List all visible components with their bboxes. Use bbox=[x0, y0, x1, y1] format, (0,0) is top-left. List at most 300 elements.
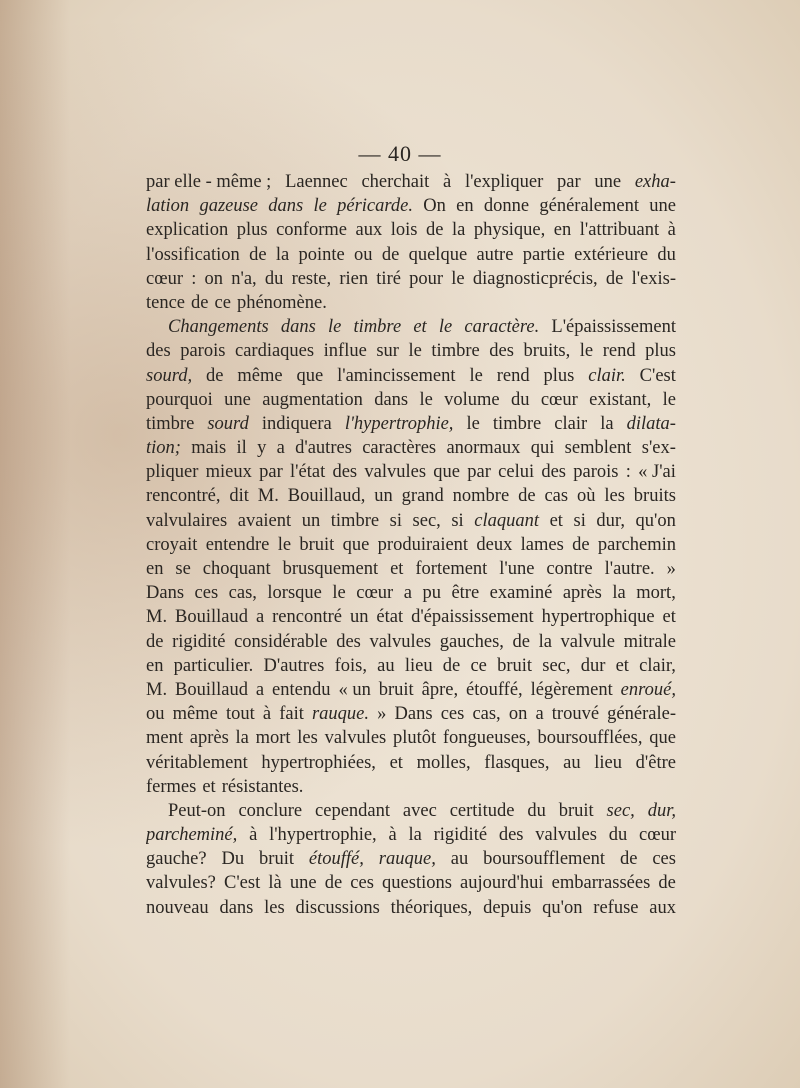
word: M. bbox=[146, 607, 168, 628]
word: semblent bbox=[564, 438, 632, 459]
text-line bbox=[146, 605, 676, 629]
word: a bbox=[535, 704, 544, 725]
word: explication bbox=[146, 220, 229, 241]
word: bruit bbox=[299, 534, 335, 555]
word: qu'on bbox=[542, 897, 583, 918]
word: étouffé, bbox=[465, 679, 523, 700]
word: conclure bbox=[238, 800, 303, 821]
word: entendu bbox=[272, 679, 331, 700]
word: Peut-on bbox=[168, 800, 226, 821]
word: entendre bbox=[205, 534, 270, 555]
word: à bbox=[388, 825, 397, 846]
text-line bbox=[146, 557, 676, 581]
word: de bbox=[658, 873, 676, 894]
word: pour bbox=[409, 268, 444, 289]
word: hypertrophiées, bbox=[261, 752, 376, 773]
word: certitude bbox=[449, 800, 515, 821]
word: au bbox=[563, 752, 581, 773]
word: la bbox=[600, 413, 614, 434]
word: caractères bbox=[362, 438, 437, 459]
word: volume bbox=[444, 389, 500, 410]
word: influe bbox=[323, 341, 367, 362]
text-line bbox=[146, 726, 676, 750]
word: a bbox=[255, 607, 265, 628]
word: flasques, bbox=[484, 752, 550, 773]
word: caractère. bbox=[464, 317, 540, 338]
word: clair, bbox=[639, 655, 676, 676]
word: M. bbox=[146, 679, 168, 700]
word: claquant bbox=[474, 510, 540, 531]
word: péricarde. bbox=[337, 196, 413, 217]
word: refuse bbox=[593, 897, 639, 918]
word: rigidité bbox=[172, 631, 226, 652]
word: cœur bbox=[356, 583, 394, 604]
text-line bbox=[146, 509, 676, 533]
word: : bbox=[191, 268, 197, 289]
word: conforme bbox=[276, 220, 347, 241]
word: l'une bbox=[499, 559, 535, 579]
word: pu bbox=[422, 583, 441, 604]
word: et bbox=[389, 752, 403, 773]
word: sur bbox=[376, 341, 399, 362]
text-line bbox=[146, 243, 676, 267]
word: une bbox=[649, 196, 676, 217]
word: sourd, bbox=[146, 365, 193, 386]
word: y bbox=[257, 438, 267, 459]
word: de bbox=[146, 631, 164, 652]
word: rauque, bbox=[378, 849, 436, 870]
word: exha- bbox=[634, 172, 676, 192]
word: clair. bbox=[588, 365, 626, 386]
word: de bbox=[512, 631, 530, 652]
word: bruit bbox=[378, 679, 414, 700]
word: d'autres bbox=[295, 438, 352, 459]
word: la bbox=[451, 220, 466, 241]
word: le bbox=[313, 196, 327, 217]
word: à bbox=[667, 220, 676, 241]
word: autre bbox=[476, 244, 514, 265]
word: le bbox=[419, 389, 433, 410]
word: sec, bbox=[412, 510, 441, 531]
word: sec, bbox=[606, 800, 635, 821]
word: que bbox=[433, 462, 461, 483]
word: l'état bbox=[290, 462, 326, 483]
word: lation bbox=[146, 196, 190, 217]
text-line bbox=[146, 847, 676, 871]
word: C'est bbox=[224, 873, 261, 894]
word: timbre bbox=[330, 510, 380, 531]
word: ces bbox=[652, 849, 676, 870]
word: valvules bbox=[364, 462, 427, 483]
word: théoriques, bbox=[390, 897, 473, 918]
word: en bbox=[146, 559, 164, 579]
word: brusquement bbox=[282, 559, 379, 579]
word: plutôt bbox=[392, 728, 437, 749]
word: avec bbox=[402, 800, 437, 821]
word: l'expliquer bbox=[464, 172, 544, 192]
word: parcheminé, bbox=[146, 825, 238, 846]
word: On bbox=[423, 196, 446, 217]
word: cas, bbox=[228, 583, 257, 604]
word: dit bbox=[229, 486, 249, 507]
word: légèrement bbox=[530, 679, 613, 700]
text-line bbox=[146, 364, 676, 388]
word: tout bbox=[225, 704, 255, 725]
word: » bbox=[377, 704, 387, 725]
word: timbre bbox=[146, 413, 195, 434]
word: partie bbox=[522, 244, 565, 265]
word: lorsque bbox=[267, 583, 322, 604]
word: d'être bbox=[635, 752, 676, 773]
word: parois bbox=[573, 462, 619, 483]
text-line bbox=[146, 654, 676, 678]
word: que bbox=[649, 728, 676, 749]
word: une bbox=[224, 389, 251, 410]
word: dans bbox=[374, 389, 409, 410]
word: timbre bbox=[431, 341, 480, 362]
word: cependant bbox=[315, 800, 391, 821]
word: du bbox=[527, 800, 546, 821]
word: ces bbox=[350, 873, 374, 894]
word: en bbox=[146, 655, 164, 676]
word: choquant bbox=[202, 559, 271, 579]
text-line bbox=[146, 533, 676, 557]
text-line bbox=[146, 678, 676, 702]
word: grand bbox=[401, 486, 444, 507]
word: sec, bbox=[542, 655, 571, 676]
word: ou bbox=[146, 704, 165, 725]
word: boursoufflement bbox=[483, 849, 606, 870]
word: par elle - même ; bbox=[146, 172, 272, 192]
word: reste, bbox=[291, 268, 332, 289]
word: dur bbox=[580, 655, 606, 676]
word: véritablement bbox=[146, 752, 248, 773]
word: C'est bbox=[639, 365, 676, 386]
word: le bbox=[469, 365, 483, 386]
word: aux bbox=[355, 220, 383, 241]
word: dilata- bbox=[626, 413, 676, 434]
text-line bbox=[146, 484, 676, 508]
word: Dans bbox=[394, 704, 433, 725]
word: L'épaississement bbox=[551, 317, 676, 338]
word: quelque bbox=[408, 244, 468, 265]
word: croyait bbox=[146, 534, 198, 555]
word: cardiaques bbox=[234, 341, 315, 362]
word: en bbox=[553, 220, 572, 241]
word: s'ex- bbox=[641, 438, 676, 459]
word: fortement bbox=[415, 559, 488, 579]
word: que bbox=[342, 534, 370, 555]
word: ces bbox=[194, 583, 219, 604]
word: une bbox=[594, 172, 622, 192]
text-line bbox=[146, 291, 676, 315]
word: état bbox=[376, 607, 404, 628]
word: l'amincissement bbox=[337, 365, 456, 386]
body-text bbox=[146, 170, 676, 920]
word: Dans bbox=[146, 583, 185, 604]
word: » bbox=[666, 559, 676, 579]
text-line bbox=[146, 339, 676, 363]
word: phénomène. bbox=[236, 292, 327, 313]
word: cœur bbox=[146, 268, 183, 289]
word: bruit bbox=[497, 655, 533, 676]
word: les bbox=[297, 728, 318, 749]
word: une bbox=[289, 873, 317, 894]
word: valvules bbox=[324, 728, 387, 749]
word: des bbox=[541, 462, 567, 483]
text-line bbox=[146, 388, 676, 412]
word: des bbox=[336, 631, 361, 652]
word: ou bbox=[354, 244, 373, 265]
word: produiraient bbox=[377, 534, 469, 555]
word: considérable bbox=[234, 631, 328, 652]
word: celui bbox=[498, 462, 535, 483]
word: et bbox=[202, 776, 216, 797]
word: étouffé, bbox=[308, 849, 364, 870]
word: de bbox=[572, 534, 590, 555]
word: fois, bbox=[334, 655, 367, 676]
word: la bbox=[235, 728, 249, 749]
word: rencontré bbox=[272, 607, 342, 628]
word: rend bbox=[496, 365, 530, 386]
word: rigidité bbox=[433, 825, 488, 846]
word: de bbox=[324, 873, 343, 894]
word: gauche? bbox=[146, 849, 207, 870]
text-line bbox=[146, 823, 676, 847]
word: plus bbox=[543, 365, 575, 386]
word: le bbox=[438, 317, 453, 338]
word: un bbox=[301, 510, 321, 531]
word: cœur bbox=[540, 389, 578, 410]
word: le bbox=[277, 534, 292, 555]
word: on bbox=[508, 704, 528, 725]
word: que bbox=[296, 365, 324, 386]
word: a bbox=[255, 679, 265, 700]
word: par bbox=[259, 462, 283, 483]
word: la bbox=[275, 244, 290, 265]
word: l'hypertrophie, bbox=[269, 825, 377, 846]
word: l'attribuant bbox=[579, 220, 660, 241]
word: « J'ai bbox=[638, 462, 676, 483]
word: le bbox=[579, 341, 594, 362]
word: Du bbox=[221, 849, 245, 870]
word: valvules bbox=[369, 631, 432, 652]
word: de bbox=[249, 244, 267, 265]
text-line bbox=[146, 267, 676, 291]
word: diagnosticprécis, bbox=[472, 268, 598, 289]
word: valvules? bbox=[146, 873, 216, 894]
word: mais bbox=[191, 438, 227, 459]
word: l'exis- bbox=[631, 268, 676, 289]
word: l'autre. bbox=[604, 559, 655, 579]
word: plus bbox=[645, 341, 676, 362]
word: : bbox=[625, 462, 631, 483]
word: après bbox=[189, 728, 229, 749]
word: fait bbox=[279, 704, 304, 725]
word: par bbox=[557, 172, 581, 192]
word: parchemin bbox=[597, 534, 676, 555]
word: aux bbox=[649, 897, 676, 918]
word: valvule bbox=[560, 631, 615, 652]
word: le bbox=[328, 317, 342, 338]
word: la bbox=[408, 825, 422, 846]
word: pourquoi bbox=[146, 389, 213, 410]
word: la bbox=[612, 583, 626, 604]
word: tence bbox=[146, 292, 186, 313]
word: bruit bbox=[259, 849, 294, 870]
word: lames bbox=[520, 534, 564, 555]
word: donne bbox=[483, 196, 530, 217]
word: du bbox=[264, 268, 284, 289]
word: gauches, bbox=[439, 631, 504, 652]
word: molles, bbox=[416, 752, 471, 773]
word: un bbox=[349, 607, 369, 628]
word: de bbox=[442, 655, 461, 676]
word: au bbox=[377, 655, 395, 676]
word: à bbox=[262, 704, 272, 725]
word: existant, bbox=[589, 389, 652, 410]
word: cas bbox=[544, 486, 569, 507]
text-line bbox=[146, 702, 676, 726]
word: enroué, bbox=[620, 679, 676, 700]
word: et bbox=[662, 607, 676, 628]
word: Changements bbox=[168, 317, 269, 338]
text-line bbox=[146, 170, 676, 194]
word: boursoufflées, bbox=[537, 728, 643, 749]
text-line bbox=[146, 436, 676, 460]
word: depuis bbox=[483, 897, 532, 918]
word: aujourd'hui bbox=[460, 873, 544, 894]
word: dans bbox=[280, 317, 316, 338]
word: de bbox=[619, 849, 638, 870]
word: où bbox=[576, 486, 596, 507]
word: tion; bbox=[146, 438, 181, 459]
word: dur, bbox=[596, 510, 625, 531]
word: ce bbox=[470, 655, 487, 676]
word: nouveau bbox=[146, 897, 209, 918]
word: dur, bbox=[647, 800, 676, 821]
word: mort bbox=[255, 728, 291, 749]
word: Bouillaud bbox=[175, 607, 249, 628]
word: n'a, bbox=[231, 268, 257, 289]
word: indiquera bbox=[261, 413, 332, 434]
text-line bbox=[146, 896, 676, 920]
word: de bbox=[425, 220, 444, 241]
word: il bbox=[236, 438, 247, 459]
word: valvules bbox=[535, 825, 597, 846]
word: physique, bbox=[473, 220, 546, 241]
word: mitrale bbox=[623, 631, 676, 652]
word: résistantes. bbox=[221, 776, 304, 797]
text-line bbox=[146, 751, 676, 775]
word: Bouillaud bbox=[174, 679, 248, 700]
word: et bbox=[413, 317, 427, 338]
word: si bbox=[451, 510, 464, 531]
word: pointe bbox=[298, 244, 345, 265]
text-line bbox=[146, 194, 676, 218]
word: à bbox=[442, 172, 452, 192]
text-line bbox=[146, 412, 676, 436]
page-number: — 40 — bbox=[358, 141, 442, 166]
word: augmentation bbox=[262, 389, 363, 410]
word: là bbox=[268, 873, 282, 894]
word: les bbox=[604, 486, 625, 507]
text-line bbox=[146, 630, 676, 654]
word: des bbox=[146, 341, 171, 362]
word: gazeuse bbox=[199, 196, 259, 217]
word: même bbox=[172, 704, 218, 725]
word: âpre, bbox=[421, 679, 459, 700]
word: le bbox=[466, 413, 480, 434]
word: après bbox=[562, 583, 602, 604]
text-line bbox=[146, 460, 676, 484]
word: rauque. bbox=[311, 704, 370, 725]
word: des bbox=[498, 825, 524, 846]
text-line bbox=[146, 775, 676, 799]
word: même bbox=[237, 365, 283, 386]
word: fongueuses, bbox=[442, 728, 531, 749]
word: M. bbox=[257, 486, 279, 507]
word: deux bbox=[476, 534, 513, 555]
word: être bbox=[451, 583, 480, 604]
word: a bbox=[276, 438, 285, 459]
word: « un bbox=[338, 679, 371, 700]
word: un bbox=[374, 486, 393, 507]
word: dans bbox=[219, 897, 254, 918]
word: bruits, bbox=[523, 341, 571, 362]
word: lieu bbox=[594, 752, 623, 773]
word: le bbox=[408, 341, 422, 362]
word: nombre bbox=[452, 486, 510, 507]
word: se bbox=[175, 559, 191, 579]
word: discussions bbox=[295, 897, 380, 918]
word: clair bbox=[554, 413, 588, 434]
word: le bbox=[451, 268, 465, 289]
word: avaient bbox=[237, 510, 292, 531]
word: rend bbox=[602, 341, 636, 362]
word: généralement bbox=[539, 196, 640, 217]
word: générale- bbox=[607, 704, 676, 725]
word: en bbox=[456, 196, 474, 217]
word: et bbox=[615, 655, 629, 676]
word: de bbox=[191, 292, 209, 313]
word: extérieure bbox=[574, 244, 649, 265]
word: dans bbox=[268, 196, 304, 217]
word: contre bbox=[546, 559, 593, 579]
word: qu'on bbox=[635, 510, 676, 531]
word: bruits bbox=[633, 486, 676, 507]
word: les bbox=[264, 897, 285, 918]
word: fermes bbox=[146, 776, 197, 797]
word: cas, bbox=[472, 704, 501, 725]
word: Bouillaud, bbox=[287, 486, 366, 507]
word: timbre bbox=[353, 317, 402, 338]
word: anormaux bbox=[446, 438, 521, 459]
word: valvulaires bbox=[146, 510, 228, 531]
word: si bbox=[389, 510, 402, 531]
word: par bbox=[467, 462, 491, 483]
word: de bbox=[206, 365, 224, 386]
word: on bbox=[204, 268, 224, 289]
text-line bbox=[146, 218, 676, 242]
word: sourd bbox=[207, 413, 249, 434]
word: cœur bbox=[639, 825, 676, 846]
word: trouvé bbox=[551, 704, 600, 725]
word: du bbox=[510, 389, 530, 410]
text-line bbox=[146, 871, 676, 895]
word: de bbox=[381, 244, 400, 265]
word: l'ossification bbox=[146, 244, 240, 265]
